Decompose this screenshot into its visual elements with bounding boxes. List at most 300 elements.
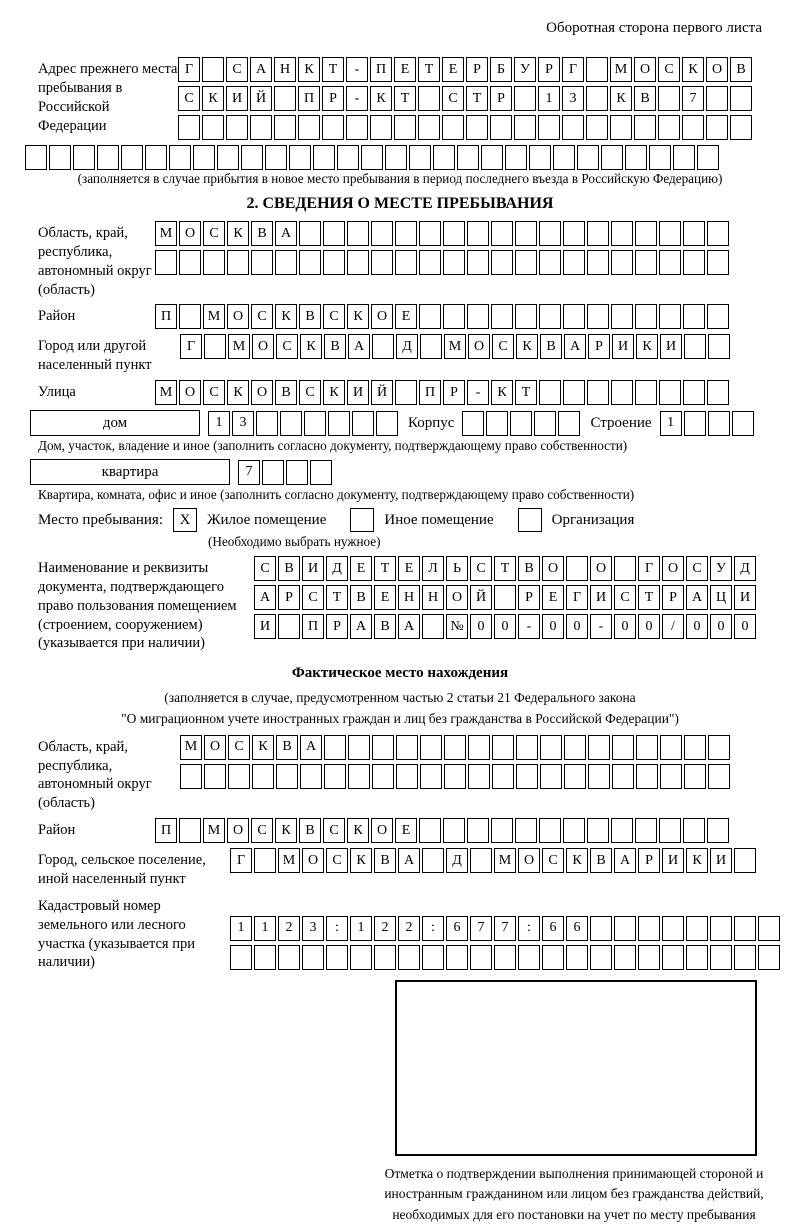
char-cell: О [518,848,540,873]
char-cell: К [227,380,249,405]
char-cell: Г [566,585,588,610]
char-cell: И [226,86,248,111]
field-street [38,380,762,405]
organization-label: Организация [551,511,635,528]
char-cell [348,735,370,760]
char-cell: 0 [734,614,756,639]
char-cell [254,945,276,970]
char-cell: 3 [302,916,324,941]
char-cell [254,848,276,873]
char-cell: 0 [542,614,564,639]
actual-city-row [230,848,758,873]
house-cells [208,411,400,436]
char-cell: 2 [278,916,300,941]
char-cell [322,115,344,140]
char-cell [371,250,393,275]
char-cell: И [612,334,634,359]
char-cell [514,86,536,111]
char-cell [443,221,465,246]
other-premises-checkbox [350,508,374,532]
document-label: Наименование и реквизиты документа, подтверждающего право пользования помещением (строением, сооружением) (указывается при наличии) [38,560,237,652]
stay-option-other-premises [340,508,493,532]
char-cell: Е [350,556,372,581]
char-cell [684,411,706,436]
char-cell: : [326,916,348,941]
char-cell [300,764,322,789]
char-cell: Е [395,304,417,329]
char-cell [612,764,634,789]
char-cell [372,334,394,359]
char-cell: Е [442,57,464,82]
char-cell [179,304,201,329]
region-cells [155,221,731,275]
char-cell: С [299,380,321,405]
char-cell: Г [638,556,660,581]
char-cell [649,145,671,170]
char-cell: О [179,221,201,246]
char-cell: 0 [494,614,516,639]
char-cell [328,411,350,436]
char-cell [734,916,756,941]
char-cell [732,411,754,436]
char-cell: 1 [660,411,682,436]
char-cell: К [516,334,538,359]
char-cell: С [203,221,225,246]
char-cell [625,145,647,170]
char-cell [708,764,730,789]
char-cell: С [470,556,492,581]
char-cell [422,848,444,873]
char-cell: В [276,735,298,760]
char-cell [419,250,441,275]
char-cell [420,764,442,789]
prev-address-label: Адрес прежнего места пребывания в Российской Федерации [38,61,178,134]
char-cell [422,945,444,970]
char-cell [534,411,556,436]
char-cell: О [371,304,393,329]
char-cell [193,145,215,170]
char-cell [491,304,513,329]
char-cell: 7 [470,916,492,941]
char-cell [706,86,728,111]
char-cell: А [398,848,420,873]
char-cell [684,735,706,760]
city-row [180,334,732,359]
char-cell [347,221,369,246]
char-cell [346,115,368,140]
char-cell [494,945,516,970]
document-row-1 [254,556,758,581]
char-cell [577,145,599,170]
char-cell [348,764,370,789]
char-cell: К [347,818,369,843]
char-cell: П [155,304,177,329]
char-cell [256,411,278,436]
char-cell [226,115,248,140]
cadastral-row-1 [230,916,782,941]
char-cell [611,250,633,275]
char-cell: А [686,585,708,610]
char-cell: Р [518,585,540,610]
char-cell: 0 [638,614,660,639]
char-cell [587,250,609,275]
char-cell: В [299,818,321,843]
char-cell: У [710,556,732,581]
char-cell [660,735,682,760]
char-cell: С [251,818,273,843]
char-cell [684,334,706,359]
char-cell: К [202,86,224,111]
char-cell [510,411,532,436]
char-cell [734,848,756,873]
actual-region-cells [180,735,732,789]
house-row [30,410,762,436]
char-cell [374,945,396,970]
char-cell [635,221,657,246]
char-cell [395,221,417,246]
char-cell [337,145,359,170]
char-cell: И [254,614,276,639]
char-cell: С [226,57,248,82]
char-cell: С [326,848,348,873]
char-cell: 0 [614,614,636,639]
char-cell [659,818,681,843]
char-cell [590,916,612,941]
char-cell [515,250,537,275]
char-cell: К [227,221,249,246]
char-cell: М [444,334,466,359]
char-cell: Й [371,380,393,405]
actual-location-title: Фактическое место нахождения [291,665,509,682]
char-cell: Е [542,585,564,610]
char-cell: 3 [232,411,254,436]
char-cell: О [371,818,393,843]
char-cell [433,145,455,170]
city-label: Город или другой населенный пункт [38,338,152,374]
char-cell: 7 [494,916,516,941]
char-cell [542,945,564,970]
char-cell [659,304,681,329]
char-cell [659,250,681,275]
char-cell [611,818,633,843]
field-district [38,304,762,329]
char-cell: П [298,86,320,111]
char-cell: Т [466,86,488,111]
prev-address-cells [178,57,754,140]
char-cell: А [564,334,586,359]
actual-district-label: Район [38,822,76,839]
char-cell [398,945,420,970]
char-cell [25,145,47,170]
char-cell: П [370,57,392,82]
char-cell [587,221,609,246]
char-cell [155,250,177,275]
char-cell: Р [443,380,465,405]
char-cell: В [275,380,297,405]
char-cell [588,764,610,789]
char-cell: О [251,380,273,405]
char-cell: В [251,221,273,246]
char-cell [563,380,585,405]
char-cell [304,411,326,436]
field-document [38,556,762,653]
apartment-cells [238,460,334,485]
char-cell: К [370,86,392,111]
char-cell [323,221,345,246]
char-cell [566,556,588,581]
char-cell [467,250,489,275]
char-cell [539,250,561,275]
char-cell: С [614,585,636,610]
char-cell [614,556,636,581]
char-cell: Т [394,86,416,111]
char-cell [203,250,225,275]
char-cell [385,145,407,170]
char-cell [683,221,705,246]
char-cell [442,115,464,140]
char-cell: К [610,86,632,111]
char-cell: О [446,585,468,610]
char-cell: Н [422,585,444,610]
char-cell [274,115,296,140]
char-cell [683,304,705,329]
char-cell [278,614,300,639]
char-cell: / [662,614,684,639]
char-cell [202,57,224,82]
actual-region-label: Область, край, республика, автономный округ (область) [38,738,152,812]
char-cell [515,818,537,843]
char-cell [204,764,226,789]
char-cell [409,145,431,170]
char-cell [313,145,335,170]
char-cell [564,764,586,789]
char-cell: К [300,334,322,359]
char-cell [324,764,346,789]
char-cell: М [155,380,177,405]
char-cell: М [228,334,250,359]
char-cell: Р [662,585,684,610]
char-cell: В [374,614,396,639]
char-cell: Д [446,848,468,873]
char-cell: С [228,735,250,760]
char-cell: В [324,334,346,359]
residential-label: Жилое помещение [207,511,327,528]
char-cell [730,86,752,111]
char-cell: В [278,556,300,581]
char-cell: Н [274,57,296,82]
char-cell [286,460,308,485]
char-cell: Ь [446,556,468,581]
char-cell [376,411,398,436]
prev-address-row-4 [25,145,762,170]
char-cell [228,764,250,789]
char-cell [49,145,71,170]
char-cell: О [227,818,249,843]
char-cell: Т [418,57,440,82]
char-cell: А [250,57,272,82]
prev-address-note: (заполняется в случае прибытия в новое место пребывания в период последнего въезда в Российскую Федерацию) [77,171,723,186]
char-cell: К [323,380,345,405]
char-cell [710,916,732,941]
document-cells [254,556,758,639]
stay-type-label: Место пребывания: [38,511,163,528]
char-cell: Т [638,585,660,610]
char-cell [710,945,732,970]
actual-location-note-1: (заполняется в случае, предусмотренном частью 2 статьи 21 Федерального закона [164,690,636,706]
char-cell [635,380,657,405]
char-cell [372,764,394,789]
char-cell [563,304,585,329]
char-cell [505,145,527,170]
char-cell [684,764,706,789]
char-cell: 0 [566,614,588,639]
organization-checkbox [518,508,542,532]
corner-note: Оборотная сторона первого листа [546,20,762,36]
char-cell: - [518,614,540,639]
char-cell: С [686,556,708,581]
char-cell [586,57,608,82]
char-cell: А [300,735,322,760]
char-cell: : [422,916,444,941]
house-box: дом [30,410,200,436]
region-label: Область, край, республика, автономный округ (область) [38,225,152,298]
char-cell: 1 [350,916,372,941]
char-cell [601,145,623,170]
char-cell: 1 [538,86,560,111]
field-actual-region [38,735,762,813]
char-cell [278,945,300,970]
field-actual-city [38,848,762,889]
char-cell [443,818,465,843]
char-cell [250,115,272,140]
char-cell [682,115,704,140]
char-cell [443,250,465,275]
char-cell [323,250,345,275]
char-cell [420,334,442,359]
char-cell [563,221,585,246]
char-cell [289,145,311,170]
char-cell [418,115,440,140]
char-cell [708,334,730,359]
char-cell: Й [470,585,492,610]
char-cell: Р [466,57,488,82]
char-cell: В [540,334,562,359]
char-cell [686,945,708,970]
char-cell [470,945,492,970]
char-cell: У [514,57,536,82]
char-cell [518,945,540,970]
cadastral-cells [230,894,782,970]
char-cell: О [204,735,226,760]
char-cell: М [494,848,516,873]
char-cell: Ц [710,585,732,610]
char-cell [558,411,580,436]
char-cell: 6 [542,916,564,941]
char-cell: А [398,614,420,639]
char-cell [516,735,538,760]
char-cell [324,735,346,760]
char-cell [730,115,752,140]
char-cell: Р [326,614,348,639]
char-cell [326,945,348,970]
char-cell: Р [322,86,344,111]
char-cell: К [350,848,372,873]
field-prev-address [38,57,762,140]
char-cell [274,86,296,111]
char-cell: Р [588,334,610,359]
char-cell [563,250,585,275]
char-cell: Г [562,57,584,82]
char-cell [491,818,513,843]
stamp-box [395,980,757,1156]
char-cell [539,380,561,405]
char-cell [169,145,191,170]
char-cell [230,945,252,970]
char-cell [470,848,492,873]
char-cell: В [299,304,321,329]
char-cell [443,304,465,329]
actual-district-row [155,818,731,843]
char-cell [659,221,681,246]
char-cell [614,916,636,941]
char-cell [419,304,441,329]
char-cell: О [302,848,324,873]
char-cell [587,818,609,843]
char-cell: Д [396,334,418,359]
char-cell: О [590,556,612,581]
field-region [38,221,762,299]
char-cell: - [590,614,612,639]
char-cell [635,818,657,843]
char-cell [734,945,756,970]
char-cell [466,115,488,140]
actual-region-row-2 [180,764,732,789]
char-cell: П [419,380,441,405]
char-cell [419,818,441,843]
char-cell: Д [734,556,756,581]
char-cell: М [203,818,225,843]
char-cell: А [254,585,276,610]
char-cell [180,764,202,789]
char-cell [636,735,658,760]
char-cell [204,334,226,359]
char-cell [588,735,610,760]
char-cell [262,460,284,485]
char-cell [457,145,479,170]
char-cell: 0 [470,614,492,639]
char-cell [179,250,201,275]
char-cell [298,115,320,140]
char-cell: Р [278,585,300,610]
char-cell [241,145,263,170]
char-cell: Р [490,86,512,111]
char-cell [658,86,680,111]
char-cell: 1 [254,916,276,941]
char-cell: 0 [710,614,732,639]
char-cell [251,250,273,275]
char-cell: Р [538,57,560,82]
char-cell [462,411,484,436]
char-cell [444,735,466,760]
char-cell [492,735,514,760]
char-cell [540,764,562,789]
char-cell: О [179,380,201,405]
char-cell: И [710,848,732,873]
char-cell: Н [398,585,420,610]
char-cell: С [492,334,514,359]
char-cell [361,145,383,170]
char-cell [707,221,729,246]
